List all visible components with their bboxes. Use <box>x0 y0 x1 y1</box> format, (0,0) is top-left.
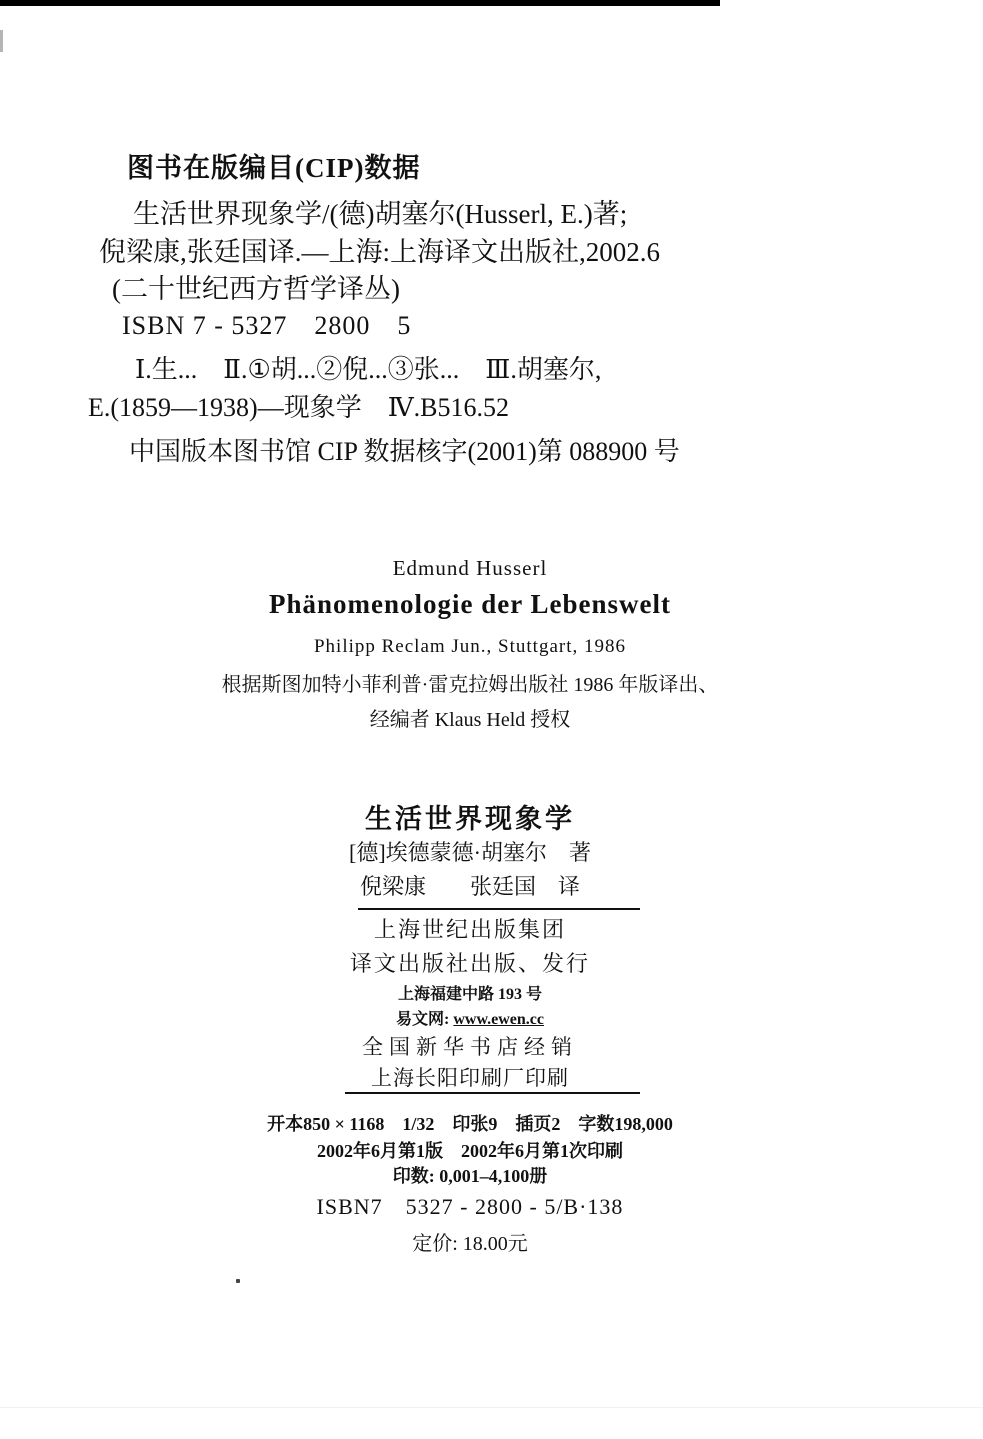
isbn-line: ISBN7 5327 - 2800 - 5/B·138 <box>316 1194 624 1219</box>
price-line: 定价: 18.00元 <box>412 1233 528 1255</box>
scan-artifact-top-bar <box>0 0 720 6</box>
cip-title-line: 生活世界现象学/(德)胡塞尔(Husserl, E.)著; <box>133 199 628 229</box>
scan-artifact-seam <box>0 1407 983 1408</box>
edition-line: 2002年6月第1版 2002年6月第1次印刷 <box>317 1141 623 1161</box>
cip-classification-line1: Ⅰ.生... Ⅱ.①胡...②倪...③张... Ⅲ.胡塞尔, <box>135 355 602 384</box>
original-author: Edmund Husserl <box>392 556 548 580</box>
website-url: www.ewen.cc <box>453 1011 544 1028</box>
cip-isbn: ISBN 7 - 5327 2800 5 <box>122 311 412 340</box>
print-run-line: 印数: 0,001–4,100册 <box>392 1166 548 1186</box>
divider-rule-top <box>358 908 640 910</box>
cip-record-number: 中国版本图书馆 CIP 数据核字(2001)第 088900 号 <box>129 437 680 466</box>
book-title: 生活世界现象学 <box>365 804 575 834</box>
printer-line: 上海长阳印刷厂印刷 <box>371 1066 569 1090</box>
website-label: 易文网: <box>396 1011 454 1028</box>
book-author: [德]埃德蒙德·胡塞尔 著 <box>349 840 591 865</box>
publisher-website <box>0 1006 940 1029</box>
publisher-address: 上海福建中路 193 号 <box>397 986 542 1003</box>
distribution-line: 全国新华书店经销 <box>362 1035 578 1059</box>
scan-artifact-edge-mark <box>0 30 3 52</box>
format-line: 开本850 × 1168 1/32 印张9 插页2 字数198,000 <box>267 1114 673 1134</box>
cip-translator-line: 倪梁康,张廷国译.—上海:上海译文出版社,2002.6 <box>99 237 661 267</box>
publishing-group: 上海世纪出版集团 <box>373 917 566 942</box>
scan-artifact-speck <box>236 1279 240 1283</box>
translation-source-note: 根据斯图加特小菲利普·雷克拉姆出版社 1986 年版译出、 <box>221 674 719 696</box>
original-publisher: Philipp Reclam Jun., Stuttgart, 1986 <box>313 636 627 657</box>
authorization-note: 经编者 Klaus Held 授权 <box>369 709 571 731</box>
publisher-name: 译文出版社出版、发行 <box>349 951 590 976</box>
cip-classification-line2: E.(1859—1938)—现象学 Ⅳ.B516.52 <box>88 393 510 422</box>
cip-series-line: (二十世纪西方哲学译丛) <box>112 274 400 304</box>
divider-rule-bottom <box>345 1092 640 1094</box>
cip-heading: 图书在版编目(CIP)数据 <box>127 153 421 183</box>
original-title: Phänomenologie der Lebenswelt <box>269 589 671 619</box>
book-translators: 倪梁康 张廷国 译 <box>359 874 580 899</box>
